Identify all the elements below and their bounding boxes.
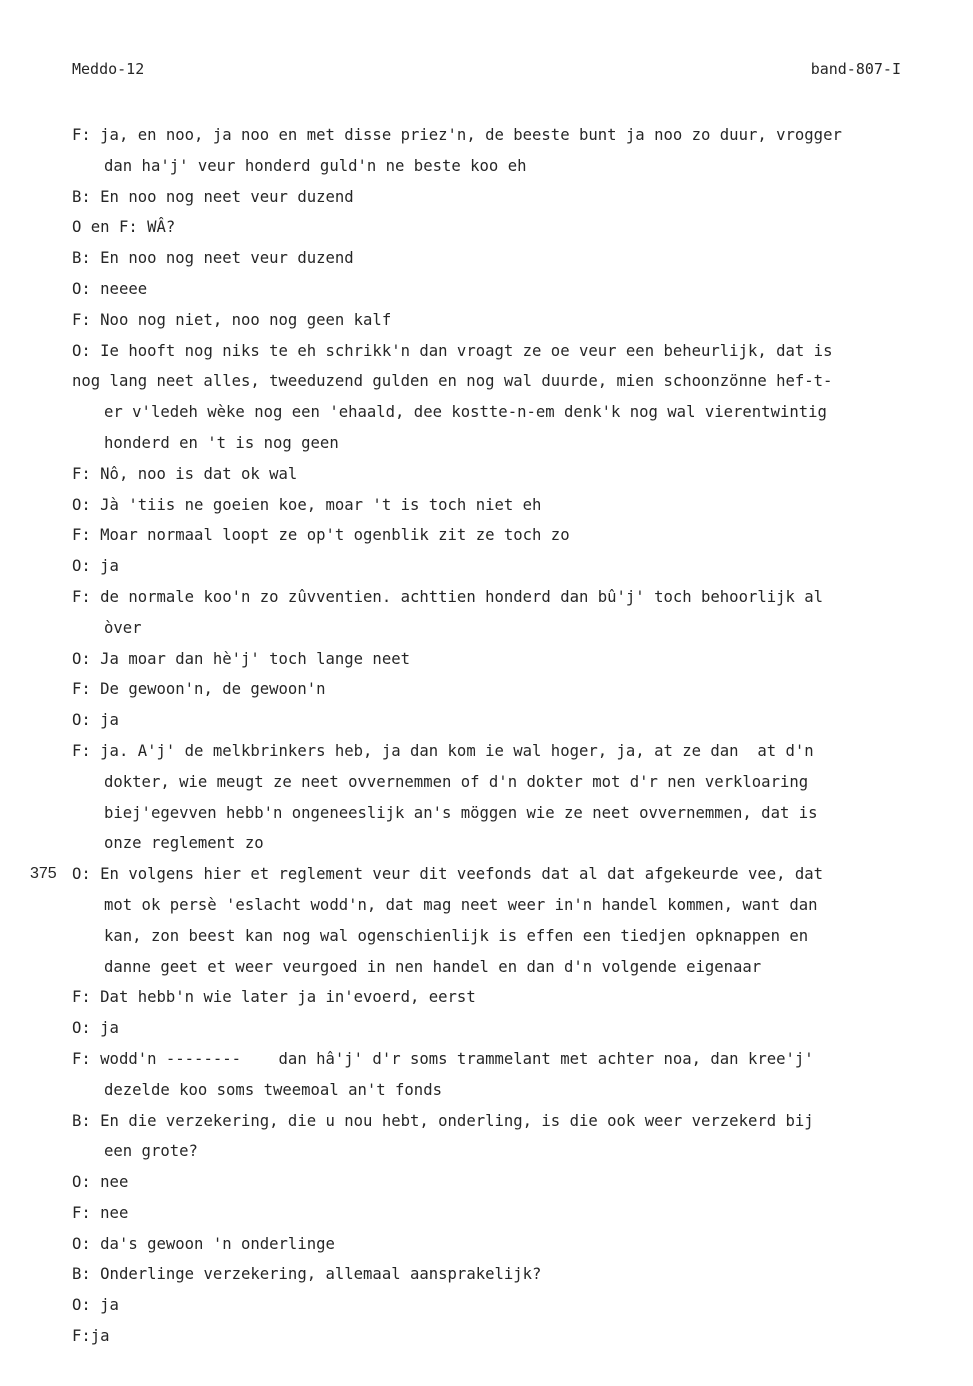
speaker: F:	[72, 126, 91, 144]
speaker: O:	[72, 1234, 91, 1253]
speaker: O:	[72, 495, 91, 514]
line-text: Ie hooft nog niks te eh schrikk'n dan vroagt ze oe veur een beheurlijk, dat is	[100, 341, 833, 360]
transcript-line	[72, 1013, 952, 1044]
line-text: ja. A'j' de melkbrinkers heb, ja dan kom ie wal hoger, ja, at ze dan at d'n	[100, 741, 814, 760]
line-text: danne geet et weer veurgoed in nen handel en dan d'n volgende eigenaar	[104, 957, 762, 976]
speaker: F:	[72, 310, 91, 329]
speaker: O:	[72, 1173, 91, 1192]
line-text: En noo nog neet veur duzend	[100, 187, 354, 206]
transcript-line	[72, 520, 952, 551]
speaker: O:	[72, 865, 91, 884]
line-text: de normale koo'n zo zûvventien. achttien honderd dan bû'j' toch behoorlijk al	[100, 587, 824, 606]
line-text: een grote?	[104, 1142, 198, 1161]
line-text: Dat hebb'n wie later ja in'evoerd, eerst	[100, 988, 476, 1007]
line-text: ja	[100, 711, 119, 730]
header-left: Meddo-12	[72, 60, 145, 78]
transcript-line	[72, 582, 952, 613]
speaker: F:	[72, 587, 91, 606]
transcript-line	[72, 336, 952, 367]
line-text: dezelde koo soms tweemoal an't fonds	[104, 1080, 442, 1099]
line-text: Noo nog niet, noo nog geen kalf	[100, 310, 392, 329]
speaker: F:	[72, 680, 91, 699]
transcript-line	[72, 151, 952, 182]
transcript-line	[72, 212, 952, 243]
transcript-line	[72, 243, 952, 274]
line-text: Jà 'tiis ne goeien koe, moar 't is toch niet eh	[100, 495, 542, 514]
speaker: F:	[72, 741, 91, 760]
transcript-line	[72, 767, 952, 798]
transcript-line	[72, 705, 952, 736]
transcript-line	[72, 1259, 952, 1290]
line-text: wodd'n -------- dan hâ'j' d'r soms trammelant met achter noa, dan kree'j'	[100, 1049, 814, 1068]
speaker: O:	[72, 1019, 91, 1038]
speaker: B:	[72, 1265, 91, 1284]
line-text: neeee	[100, 279, 148, 298]
transcript-line	[72, 459, 952, 490]
transcript-line	[72, 1229, 952, 1260]
transcript-line	[72, 305, 952, 336]
line-text: En noo nog neet veur duzend	[100, 249, 354, 268]
speaker: O:	[72, 1296, 91, 1315]
transcript-line	[72, 120, 952, 151]
line-text: onze reglement zo	[104, 834, 264, 853]
line-text: dan ha'j' veur honderd guld'n ne beste koo eh	[104, 156, 527, 175]
line-text: ja	[90, 1327, 110, 1346]
transcript-line	[72, 1321, 952, 1352]
transcript-line	[72, 644, 952, 675]
transcript	[30, 120, 952, 1352]
line-text: De gewoon'n, de gewoon'n	[100, 680, 326, 699]
line-text: ja	[100, 1019, 119, 1038]
line-text: kan, zon beest kan nog wal ogenschienlijk is effen een tiedjen opknappen en	[104, 926, 809, 945]
speaker: F:	[72, 1327, 91, 1346]
line-text: ja, en noo, ja noo en met disse priez'n, de beeste bunt ja noo zo duur, vrogger	[100, 126, 842, 144]
transcript-line	[72, 982, 952, 1013]
line-text: En volgens hier et reglement veur dit veefonds dat al dat afgekeurde vee, dat	[100, 865, 824, 884]
transcript-line	[72, 674, 952, 705]
speaker: O:	[72, 557, 91, 576]
line-text: Onderlinge verzekering, allemaal aansprakelijk?	[100, 1265, 542, 1284]
speaker: F:	[72, 526, 91, 545]
line-text: biej'egevven hebb'n ongeneeslijk an's möggen wie ze neet ovvernemmen, dat is	[104, 803, 818, 822]
speaker: F:	[72, 1203, 91, 1222]
transcript-line	[72, 828, 952, 859]
line-text: ja	[100, 557, 119, 576]
line-text: Ja moar dan hè'j' toch lange neet	[100, 649, 410, 668]
speaker: O:	[72, 279, 91, 298]
transcript-line	[72, 551, 952, 582]
transcript-line	[72, 274, 952, 305]
line-text: En die verzekering, die u nou hebt, onderling, is die ook weer verzekerd bij	[100, 1111, 814, 1130]
line-text: nee	[100, 1173, 129, 1192]
transcript-line	[72, 613, 952, 644]
line-text: òver	[104, 618, 142, 637]
speaker: F:	[72, 1049, 91, 1068]
line-text: er v'ledeh wèke nog een 'ehaald, dee kostte-n-em denk'k nog wal vierentwintig	[104, 403, 827, 422]
transcript-line	[72, 366, 952, 397]
transcript-line	[72, 428, 952, 459]
transcript-line	[72, 798, 952, 829]
transcript-line	[72, 952, 952, 983]
speaker: O:	[72, 711, 91, 730]
transcript-line	[72, 1198, 952, 1229]
margin-line-number: 375	[30, 865, 57, 883]
speaker: B:	[72, 1111, 91, 1130]
transcript-line	[72, 1075, 952, 1106]
header-right: band-807-I	[810, 60, 901, 78]
speaker: F:	[72, 988, 91, 1007]
transcript-line	[72, 736, 952, 767]
speaker: B:	[72, 249, 91, 268]
line-text: Nô, noo is dat ok wal	[100, 464, 298, 483]
transcript-line	[72, 182, 952, 213]
line-text: ja	[100, 1296, 119, 1315]
line-text: dokter, wie meugt ze neet ovvernemmen of d'n dokter mot d'r nen verkloaring	[104, 772, 809, 791]
transcript-line	[72, 1106, 952, 1137]
transcript-line	[72, 1044, 952, 1075]
speaker: F:	[72, 464, 91, 483]
line-text: honderd en 't is nog geen	[104, 433, 339, 452]
transcript-line	[72, 1136, 952, 1167]
line-text: nog lang neet alles, tweeduzend gulden en nog wal duurde, mien schoonzönne hef-t-	[72, 372, 833, 391]
transcript-line	[72, 1167, 952, 1198]
line-text: O en F: WÂ?	[72, 218, 176, 237]
transcript-line	[72, 397, 952, 428]
transcript-line	[72, 1290, 952, 1321]
transcript-line	[72, 890, 952, 921]
transcript-line	[30, 859, 952, 890]
speaker: B:	[72, 187, 91, 206]
line-text: Moar normaal loopt ze op't ogenblik zit ze toch zo	[100, 526, 570, 545]
speaker: O:	[72, 341, 91, 360]
transcript-line	[72, 490, 952, 521]
transcript-line	[72, 921, 952, 952]
line-text: da's gewoon 'n onderlinge	[100, 1234, 335, 1253]
line-text: nee	[100, 1203, 129, 1222]
speaker: O:	[72, 649, 91, 668]
line-text: mot ok persè 'eslacht wodd'n, dat mag neet weer in'n handel kommen, want dan	[104, 895, 818, 914]
